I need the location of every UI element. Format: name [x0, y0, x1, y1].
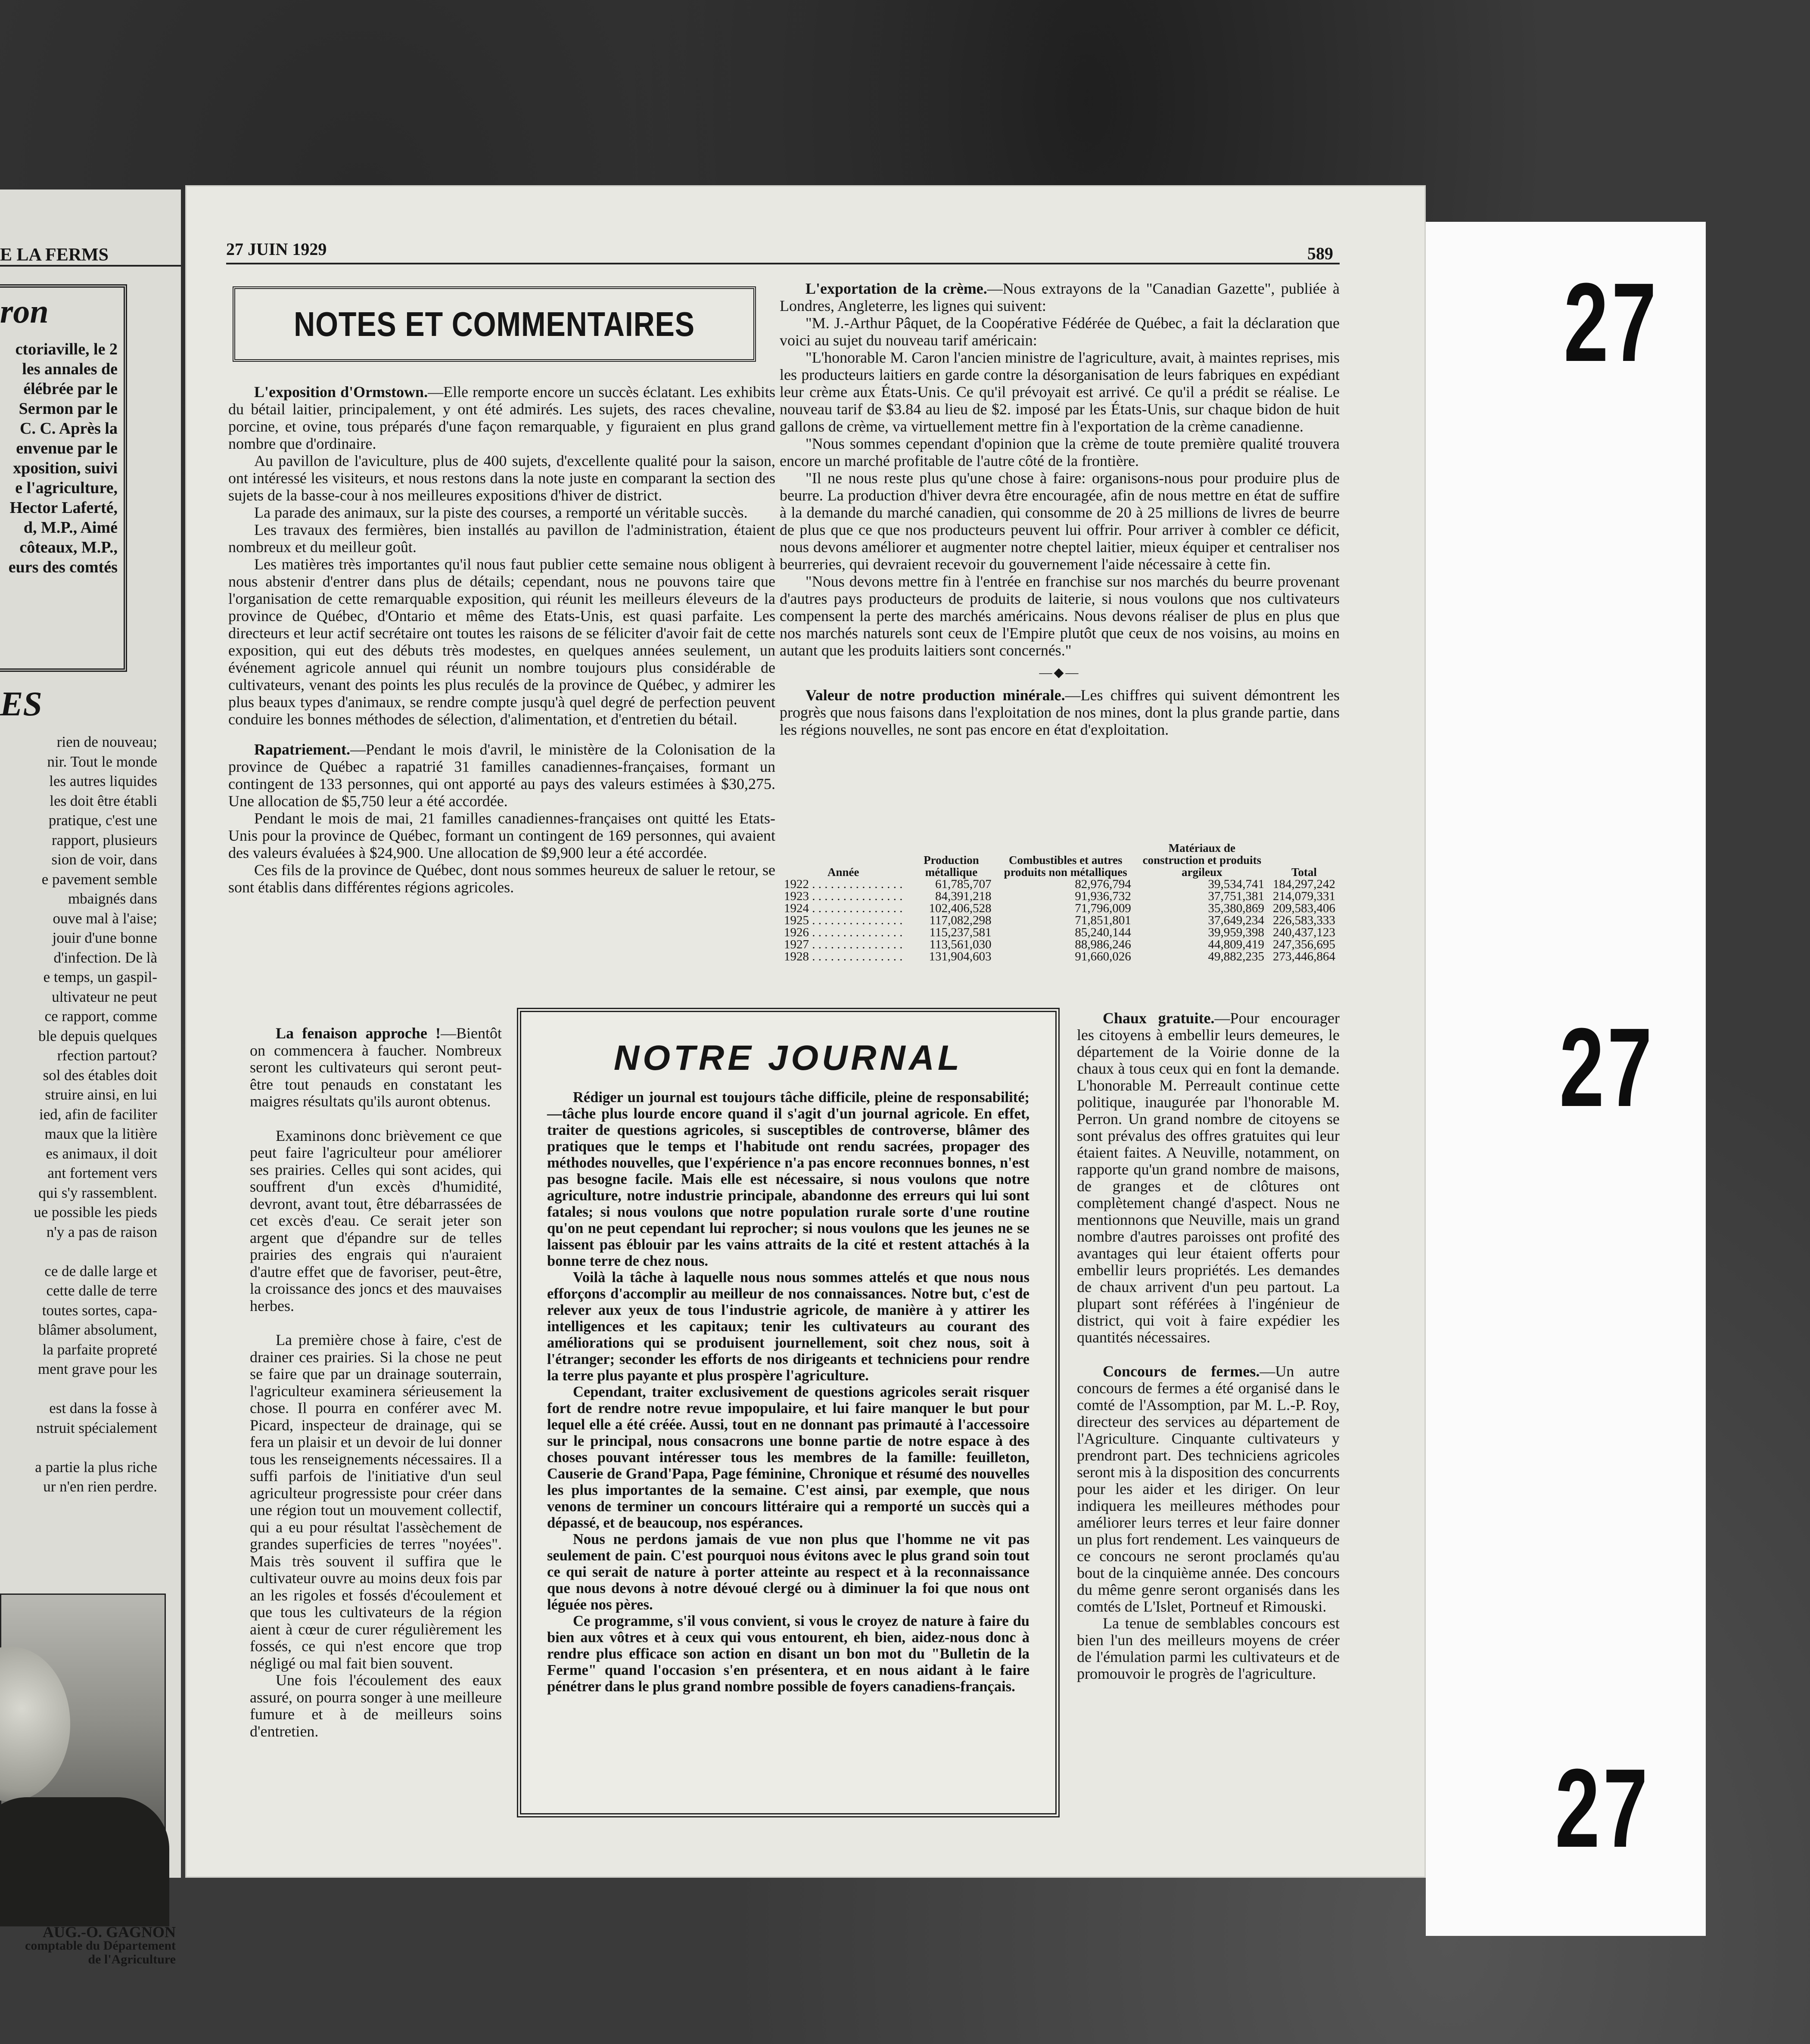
left-column-line: sion de voir, dans [51, 851, 157, 868]
header-page-number: 589 [1307, 244, 1333, 263]
left-column-line: pratique, c'est une [48, 812, 157, 829]
production-table-year-cell: 1928 . . . . . . . . . . . . . . . [784, 950, 903, 963]
page-title: NOTES ET COMMENTAIRES [294, 304, 695, 343]
left-boxed-notice [0, 284, 127, 672]
production-table-value-cell: 44,809,419 [1208, 938, 1264, 951]
rapatriement-p1: Pendant le mois de mai, 21 familles canadiennes-françaises ont quitté les Etats-Unis pour la province de Québec, formant un contingent de 169 personnes, qui avaient des valeurs évaluées à $24,900. Une allocation de $9,900 leur a été accordée. [228, 810, 775, 861]
production-table-row [780, 914, 1340, 926]
left-box-line: élébrée par le [23, 380, 118, 398]
rapatriement-p2: Ces fils de la province de Québec, dont nous sommes heureux de saluer le retour, se sont établis dans différentes régions agricoles. [228, 861, 775, 896]
left-box-line: les annales de [22, 360, 118, 378]
left-column-line: les doit être établi [50, 792, 157, 809]
left-box-line: d, M.P., Aimé [23, 519, 118, 537]
left-column-line: a partie la plus riche [35, 1458, 157, 1476]
production-table-value-cell: 117,082,298 [929, 913, 992, 927]
left-column-line: rfection partout? [57, 1047, 157, 1064]
production-table-value-cell: 273,446,864 [1273, 950, 1335, 963]
left-box-line: Hector Laferté, [9, 499, 118, 517]
left-column-line: qui s'y rassemblent. [38, 1184, 157, 1201]
production-table-column-header: Année [827, 866, 859, 879]
chaux-text: —Pour encourager les citoyens à embellir leurs demeures, le département de la Voirie donne de la chaux à tous ceux qui en font la demande. L'honorable M. Perreault continue cette politique, inaugurée par l'honorable M. Perron. Un grand nombre de citoyens se sont prévalus des offres gratuites qui leur étaient faites. A Neuville, notamment, on rapporte qu'un grand nombre de maisons, de granges et de clôtures ont complètement changé d'aspect. Nous ne mentionnons que Neuville, mais un grand nombre d'autres paroisses ont profité des avantages qui leur étaient offerts pour embellir leurs propriétés. Les demandes de chaux arrivent d'un peu partout. La plupart sont référées à l'ingénieur de district, qui voit à faire expédier les quantités nécessaires. [1077, 1010, 1340, 1346]
left-column-line [0, 1438, 157, 1457]
production-table-column-header: Combustibles et autres produits non métalliques [1004, 854, 1127, 879]
article-separator: —◆— [1039, 665, 1080, 680]
production-table-year-cell: 1925 . . . . . . . . . . . . . . . [784, 913, 903, 927]
notre-journal-body [547, 1089, 1029, 1695]
production-table-row [780, 926, 1340, 938]
left-box-line: eurs des comtés [8, 558, 118, 576]
left-column-line: ment grave pour les [38, 1361, 157, 1377]
production-table-column-header: Production métallique [924, 854, 979, 879]
production-table-value-cell: 71,851,801 [1075, 913, 1131, 927]
left-column-line: ant fortement vers [47, 1165, 157, 1181]
ormstown-p0: —Elle remporte encore un succès éclatant. Les exhibits du bétail laitier, principalement, y ont été admirés. Les sujets, des races chevaline, porcine, et ovine, tous préparés d'une façon remarquable, y figuraient en plus grand nombre que d'ordinaire. [228, 383, 776, 452]
production-table-value-cell: 115,237,581 [929, 926, 992, 939]
production-table-column-header: Total [1291, 866, 1317, 879]
fenaison-lead: La fenaison approche ! [276, 1025, 441, 1042]
production-table-wrap [780, 842, 1340, 963]
production-table-row [780, 890, 1340, 902]
creme-article [780, 280, 1340, 738]
left-column-line: struire ainsi, en lui [45, 1086, 157, 1103]
left-column-line: est dans la fosse à [49, 1400, 157, 1417]
left-column-line: ce de dalle large et [44, 1262, 157, 1280]
portrait-photo [0, 1594, 166, 1921]
production-table-value-cell: 131,904,603 [929, 950, 992, 963]
concours-lead: Concours de fermes. [1103, 1363, 1260, 1380]
left-column-line: rapport, plusieurs [52, 831, 157, 848]
rapatriement-lead: Rapatriement. [254, 741, 350, 758]
left-page-header: E LA FERMS [0, 245, 109, 265]
production-table-value-cell: 91,660,026 [1075, 950, 1131, 963]
strip-number-1: 27 [1564, 260, 1660, 385]
ormstown-p1: Au pavillon de l'aviculture, plus de 400 sujets, d'excellente qualité pour la saison, ont intéressé les visiteurs, et nous restons dans la note juste en comparant la section des sujets de la basse-cour à nos meilleures expositions d'hiver de district. [228, 452, 775, 504]
left-column-line: ue possible les pieds [34, 1204, 157, 1221]
left-box-line: Sermon par le [19, 400, 118, 418]
left-column-line: nir. Tout le monde [47, 753, 157, 770]
production-table-row [780, 902, 1340, 914]
creme-p4: "Il ne nous reste plus qu'une chose à faire: organisons-nous pour produire plus de beurre. La production d'hiver devra être encouragée, afin de nous mettre en état de suffire à la demande du marché canadien, qui consomme de 20 à 25 millions de livres de beurre de plus que ce que nos producteurs peuvent lui offrir. Pour arriver à combler ce déficit, nous devons améliorer et augmenter notre cheptel laitier, mieux équiper et centraliser nos beurreries, qui devraient recevoir du gouvernement l'aide nécessaire à cette fin. [780, 469, 1340, 573]
journal-p1: Voilà la tâche à laquelle nous nous sommes attelés et que nous nous efforçons d'accomplir au meilleur de nos connaissances. Notre but, c'est de relever aux yeux de tous l'industrie agricole, de manière à y attirer les intelligences et les capitaux; tenir les cultivateurs au courant des améliorations qui se produisent journellement, soit chez nous, soit à l'étranger; seconder les efforts de nos dirigeants et techniciens pour rendre la terre plus payante et plus prospère l'agriculture. [547, 1269, 1029, 1384]
left-box-title: ron [0, 292, 49, 330]
production-table-row [780, 878, 1340, 890]
journal-p0: Rédiger un journal est toujours tâche difficile, pleine de responsabilité;—tâche plus lourde encore quand il s'agit d'un journal agricole. En effet, traiter de questions agricoles, si susceptibles de controverse, blâmer des pratiques que le temps et l'habitude ont rendu sacrées, propager des méthodes nouvelles, que l'expérience n'a pas encore reconnues bonnes, n'est pas besogne facile. Mais elle est nécessaire, si nous voulons que notre agriculture, notre industrie principale, abandonne des erreurs qui lui sont fatales; si nous voulons que notre population rurale sorte d'une routine qu'on ne peut cependant lui reprocher; si nous voulons que les jeunes ne se laissent pas éblouir par les vains attraits de la cité et restent attachés à la bonne terre de chez nous. [547, 1089, 1029, 1269]
left-column-line: toutes sortes, capa- [42, 1302, 157, 1319]
left-column-line [0, 1242, 157, 1261]
production-table-value-cell: 184,297,242 [1273, 877, 1335, 891]
left-column-line: d'infection. De là [53, 949, 157, 966]
notes-title-box [233, 286, 756, 362]
ormstown-lead: L'exposition d'Ormstown. [254, 383, 428, 401]
fenaison-p3: Une fois l'écoulement des eaux assuré, on pourra songer à une meilleure fumure et à de meilleurs soins d'entretien. [250, 1671, 502, 1740]
fenaison-p2: La première chose à faire, c'est de drainer ces prairies. Si la chose ne peut se faire que par un drainage souterrain, l'agriculteur examinera sérieusement la chose. Il pourra en conférer avec M. Picard, inspecteur de drainage, qui se fera un plaisir et un devoir de lui donner tous les renseignements nécessaires. Il a suffi parfois de l'initiative d'un seul agriculteur progressiste pour créer dans une région tout un mouvement collectif, qui a eu pour résultat l'assèchement de grandes superficies de terres "noyées". Mais très souvent il suffira que le cultivateur ouvre au moins deux fois par an les rigoles et fossés d'écoulement et que tous les cultivateurs de la région aient à cœur de curer régulièrement les fossés, ce qui n'est encore que trop négligé ou mal fait bien souvent. [250, 1331, 502, 1672]
production-table-row [780, 951, 1340, 963]
portrait-suit [0, 1797, 169, 1926]
production-table-value-cell: 102,406,528 [929, 901, 992, 915]
ormstown-p3: Les travaux des fermières, bien installés au pavillon de l'administration, étaient nombreux et du meilleur goût. [228, 521, 775, 556]
production-table-value-cell: 49,882,235 [1208, 950, 1264, 963]
left-column-line: es animaux, il doit [46, 1145, 157, 1162]
left-column-line: nstruit spécialement [36, 1419, 157, 1436]
left-column-text [0, 732, 157, 1497]
production-table-year-cell: 1924 . . . . . . . . . . . . . . . [784, 901, 903, 915]
production-table-value-cell: 35,380,869 [1208, 901, 1264, 915]
production-table-value-cell: 82,976,794 [1075, 877, 1131, 891]
production-table-value-cell: 209,583,406 [1273, 901, 1335, 915]
production-table-value-cell: 39,534,741 [1208, 877, 1264, 891]
minerale-lead: Valeur de notre production minérale. [805, 687, 1065, 704]
creme-p1: "M. J.-Arthur Pâquet, de la Coopérative Fédérée de Québec, a fait la déclaration que voici au sujet du nouveau tarif américain: [780, 314, 1340, 349]
left-column-line: les autres liquides [49, 773, 157, 789]
journal-p4: Ce programme, s'il vous convient, si vous le croyez de nature à faire du bien aux vôtres et à ceux qui vous entourent, eh bien, aidez-nous donc à rendre plus efficace son action en disant un bon mot du "Bulletin de la Ferme" quand l'occasion s'en présentera, et en nous aidant à le faire pénétrer dans le plus grand nombre possible de foyers canadiens-français. [547, 1613, 1029, 1695]
left-box-line: e l'agriculture, [15, 479, 118, 497]
left-column-line: ied, afin de faciliter [39, 1106, 157, 1123]
notre-journal-box [517, 1008, 1060, 1817]
left-column-line: rien de nouveau; [56, 733, 157, 750]
left-header-rule [0, 265, 181, 267]
left-box-line: xposition, suivi [13, 459, 118, 477]
production-table-value-cell: 71,796,009 [1075, 901, 1131, 915]
production-table-value-cell: 61,785,707 [935, 877, 992, 891]
left-box-lines [0, 331, 124, 577]
left-box-line: ctoriaville, le 2 [15, 340, 118, 358]
fenaison-p0: —Bientôt on commencera à faucher. Nombreux seront les cultivateurs qui seront peut-être tout penauds en constatant les maigres résultats qu'ils auront obtenus. [250, 1025, 502, 1110]
strip-number-3: 27 [1555, 1746, 1651, 1871]
left-column-line: blâmer absolument, [38, 1321, 157, 1338]
header-date: 27 JUIN 1929 [226, 239, 327, 259]
fenaison-article [250, 1025, 502, 1740]
journal-p3: Nous ne perdons jamais de vue non plus que l'homme ne vit pas seulement de pain. C'est pourquoi nous évitons avec le plus grand soin tout ce qui serait de nature à porter atteinte au respect et à la reconnaissance que nous devons à notre dévoué clergé ou à diminuer la foi que nous ont léguée nos pères. [547, 1531, 1029, 1613]
creme-p5: "Nous devons mettre fin à l'entrée en franchise sur nos marchés du beurre provenant d'autres pays producteurs de produits de laiterie, si nous voulons que nos cultivateurs compensent la perte des marchés américains. Nous devons réaliser de plus en plus que nos marchés naturels sont ceux de l'Empire plutôt que ceux de nos voisins, au moins en autant que les produits laitiers sont concernés." [780, 573, 1340, 659]
rapatriement-p0: —Pendant le mois d'avril, le ministère de la Colonisation de la province de Québec a rapatrié 31 familles canadiennes-françaises, formant un contingent de 133 personnes, qui ont apporté au pays des valeurs estimées à $30,275. Une allocation de $5,750 leur a été accordée. [228, 741, 775, 810]
strip-number-2: 27 [1559, 1005, 1655, 1130]
portrait-caption-line1: comptable du Département [25, 1938, 176, 1953]
creme-p2: "L'honorable M. Caron l'ancien ministre de l'agriculture, avait, à maintes reprises, mis les producteurs laitiers en garde contre la désorganisation de leurs fabriques en expédiant leur crème aux États-Unis. Ce qu'il prévoyait est arrivé. Ce qu'il a prédit se réalise. Le nouveau tarif de $3.84 au lieu de $2. imposé par les États-Unis, sur chaque bidon de huit gallons de crème, va virtuellement mettre fin à l'exportation de la crème canadienne. [780, 349, 1340, 435]
left-column-line: la parfaite propreté [42, 1341, 157, 1358]
production-table-value-cell: 113,561,030 [929, 938, 992, 951]
left-column-line: ce rapport, comme [44, 1008, 157, 1025]
left-column-line [0, 1379, 157, 1399]
ormstown-article [228, 383, 775, 896]
portrait-face [0, 1646, 70, 1802]
production-table-value-cell: 37,649,234 [1208, 913, 1264, 927]
production-table-value-cell: 240,437,123 [1273, 926, 1335, 939]
left-column-line: e temps, un gaspil- [43, 969, 157, 985]
production-table-value-cell: 247,356,695 [1273, 938, 1335, 951]
left-column-line: e pavement semble [41, 870, 157, 888]
chaux-article [1077, 1010, 1340, 1682]
production-table-value-cell: 91,936,732 [1075, 889, 1131, 903]
production-table-value-cell: 214,079,331 [1273, 889, 1335, 903]
portrait-caption [0, 1925, 181, 1966]
left-column-line: ur n'en rien perdre. [43, 1478, 157, 1495]
creme-p0: —Nous extrayons de la "Canadian Gazette", publiée à Londres, Angleterre, les lignes qui suivent: [780, 280, 1340, 314]
left-column-line: n'y a pas de raison [46, 1223, 157, 1240]
ormstown-p2: La parade des animaux, sur la piste des courses, a remporté un véritable succès. [254, 504, 748, 521]
production-table-row [780, 938, 1340, 951]
production-table-year-cell: 1926 . . . . . . . . . . . . . . . [784, 926, 903, 939]
fenaison-p1: Examinons donc brièvement ce que peut faire l'agriculteur pour améliorer ses prairies. Celles qui sont acides, qui souffrent d'un excès d'humidité, devront, avant tout, être débarrassées de cet excès d'eau. Ce serait jeter son argent que d'épandre sur de telles prairies des engrais qui n'auraient d'autre effet que de favoriser, peut-être, la croissance des joncs et des mauvaises herbes. [250, 1127, 502, 1314]
creme-p3: "Nous sommes cependant d'opinion que la crème de toute première qualité trouvera encore un marché profitable de l'autre côté de la frontière. [780, 435, 1340, 469]
left-column-line: ouve mal à l'aise; [53, 910, 157, 927]
production-table-year-cell: 1922 . . . . . . . . . . . . . . . [784, 877, 903, 891]
chaux-lead: Chaux gratuite. [1103, 1010, 1215, 1027]
left-column-line: sol des étables doit [43, 1066, 157, 1084]
left-column-line: jouir d'une bonne [52, 929, 157, 946]
left-page-fragment [0, 189, 181, 1966]
concours-p1: La tenue de semblables concours est bien l'un des meilleurs moyens de créer de l'émulation parmi les cultivateurs et de promouvoir le progrès de l'agriculture. [1077, 1615, 1340, 1682]
production-table-body [780, 878, 1340, 963]
left-box-line: côteaux, M.P., [19, 538, 118, 556]
portrait-caption-line2: de l'Agriculture [88, 1952, 176, 1966]
production-table-value-cell: 226,583,333 [1273, 913, 1335, 927]
production-table-value-cell: 84,391,218 [935, 889, 992, 903]
portrait-caption-name: AUG.-O. GAGNON [43, 1923, 176, 1941]
production-table [780, 842, 1340, 963]
creme-lead: L'exportation de la crème. [805, 280, 987, 297]
production-table-value-cell: 88,986,246 [1075, 938, 1131, 951]
production-table-value-cell: 39,959,398 [1208, 926, 1264, 939]
production-table-value-cell: 85,240,144 [1075, 926, 1131, 939]
left-box-line: C. C. Après la [20, 419, 118, 438]
production-table-column-header: Matériaux de construction et produits argileux [1142, 842, 1262, 879]
production-table-value-cell: 37,751,381 [1208, 889, 1264, 903]
production-table-year-cell: 1923 . . . . . . . . . . . . . . . [784, 889, 903, 903]
left-column-line: ultivateur ne peut [52, 988, 157, 1005]
left-column-line: ble depuis quelques [38, 1027, 157, 1044]
header-rule [226, 263, 1340, 264]
concours-p0: —Un autre concours de fermes a été organisé dans le comté de l'Assomption, par M. L.-P. Roy, directeur des services au département de l'Agriculture. Cinquante cultivateurs y prendront part. Des techniciens agricoles seront mis à la disposition des concurrents pour les aider et les diriger. On leur indiquera les meilleures méthodes pour améliorer leurs terres et leur faire donner un plus fort rendement. Les vainqueurs de ce concours ne seront proclamés qu'au bout de la cinquième année. Des concours du même genre seront organisés dans les comtés de L'Islet, Portneuf et Rimouski. [1077, 1363, 1340, 1615]
production-table-header [780, 842, 1340, 878]
minerale-intro: —Les chiffres qui suivent démontrent les progrès que nous faisons dans l'exploitation de nos mines, dont la plus grande partie, dans les régions nouvelles, ne sont pas encore en état d'exploitation. [780, 687, 1340, 738]
left-column-line: mbaignés dans [68, 890, 157, 907]
notre-journal-title: NOTRE JOURNAL [613, 1038, 963, 1078]
left-column-line: cette dalle de terre [46, 1282, 157, 1299]
ormstown-p4: Les matières très importantes qu'il nous faut publier cette semaine nous obligent à nous abstenir d'entrer dans plus de détails; cependant, nous ne pouvons taire que l'organisation de cette remarquable exposition, qui réunit les meilleurs éleveurs de la province de Québec, d'Ontario et même des Etats-Unis, est quasi parfaite. Les directeurs et leur actif secrétaire ont toutes les raisons de se féliciter d'avoir fait de cette exposition, qui eut des débuts très modestes, en quelques années seulement, un événement agricole annuel qui réunit un nombre toujours plus considérable de cultivateurs, venant des points les plus reculés de la province de Québec, y admirer les plus beaux types d'animaux, se rendre compte jusqu'à quel degré de perfection peuvent conduire les bonnes méthodes de sélection, d'alimentation, et d'entretien du bétail. [228, 556, 775, 728]
production-table-year-cell: 1927 . . . . . . . . . . . . . . . [784, 938, 903, 951]
journal-p2: Cependant, traiter exclusivement de questions agricoles serait risquer fort de rendre notre revue impopulaire, et lui faire manquer le but pour lequel elle a été créée. Aussi, tout en ne donnant pas primauté à l'accessoire sur le principal, nous consacrons une bonne partie de notre espace à des choses pouvant intéresser tous les membres de la famille: feuilleton, Causerie de Grand'Papa, Page féminine, Chronique et résumé des nouvelles les plus importantes de la semaine. C'est ainsi, par exemple, que nous venons de terminer un concours littéraire qui a remporté un succès qui a dépassé, et de beaucoup, nos espérances. [547, 1384, 1029, 1531]
left-box-line: envenue par le [16, 439, 118, 457]
left-section-heading: ES [0, 685, 42, 723]
left-column-line: maux que la litière [44, 1125, 157, 1142]
